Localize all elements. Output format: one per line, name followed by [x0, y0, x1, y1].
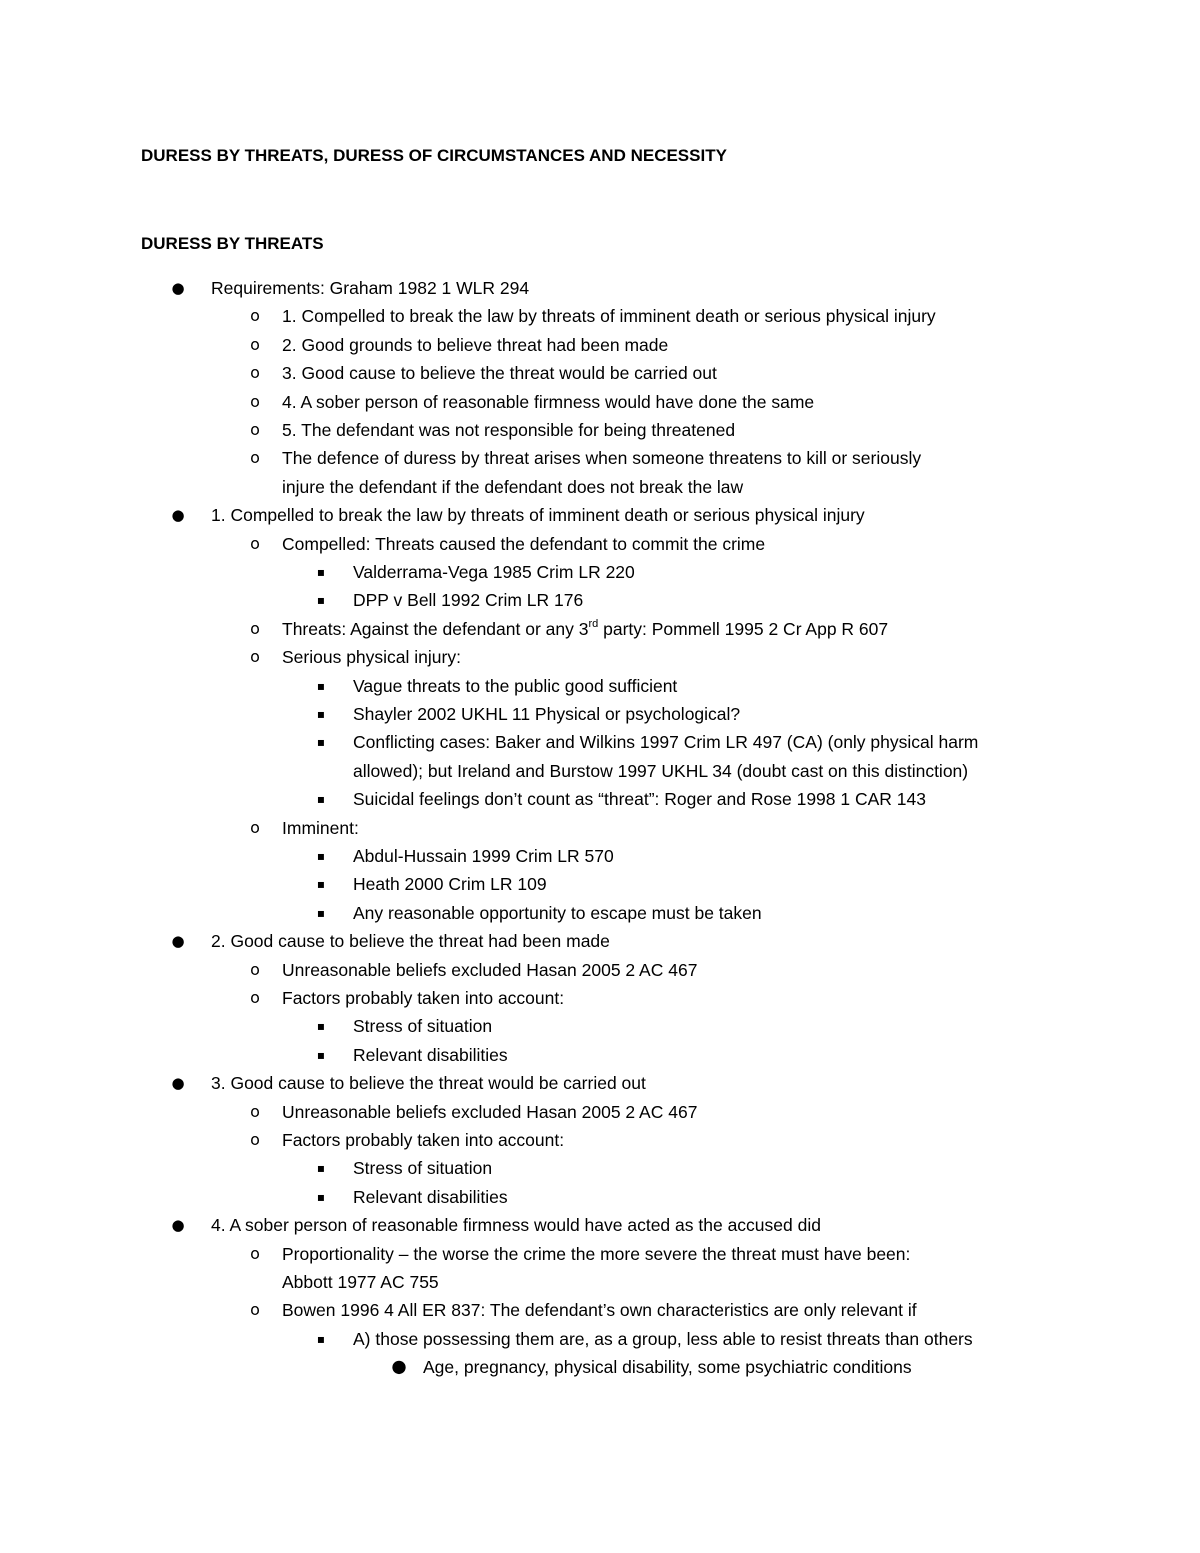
outline-text [353, 1014, 492, 1038]
bullet-marker: ▪ [316, 565, 326, 579]
outline-text [282, 958, 697, 982]
outline-text-main: Compelled: Threats caused the defendant to commit the crime [282, 533, 766, 554]
document-title: DURESS BY THREATS, DURESS OF CIRCUMSTANCES AND NECESSITY [141, 146, 727, 165]
outline-text-main: Factors probably taken into account: [282, 988, 565, 1008]
bullet-marker: ● [171, 932, 185, 951]
outline-text [211, 276, 529, 300]
bullet-marker: o [250, 533, 260, 553]
outline-text-main: Stress of situation [353, 1016, 493, 1037]
bullet-marker: ● [171, 279, 185, 297]
bullet-marker: o [250, 618, 260, 638]
outline-text [353, 674, 677, 698]
bullet-marker: o [250, 817, 260, 837]
outline-text-main: Bowen 1996 4 All ER 837: The defendant’s own characteristics are only relevant if [282, 1300, 917, 1321]
outline-text-main: Threats: Against the defendant or any 3 [282, 618, 589, 639]
outline-text-main: Age, pregnancy, physical disability, some psychiatric conditions [423, 1357, 912, 1378]
outline-text [353, 588, 583, 612]
outline-text [211, 1071, 646, 1095]
outline-text [282, 390, 814, 414]
bullet-marker: o [250, 334, 260, 354]
outline-text [353, 759, 968, 783]
outline-text-main: Suicidal feelings don’t count as “threat”: Roger and Rose 1998 1 CAR 143 [353, 789, 926, 810]
outline-text [282, 446, 921, 470]
outline-text [282, 1242, 910, 1266]
outline-text [282, 1100, 697, 1124]
outline-text-main: A) those possessing them are, as a group, less able to resist threats than others [353, 1328, 973, 1349]
section-heading: DURESS BY THREATS [141, 234, 324, 253]
outline-text [353, 1327, 973, 1351]
outline-text-main: Vague threats to the public good sufficient [353, 675, 678, 696]
bullet-marker: o [250, 988, 260, 1007]
outline-text [353, 901, 762, 925]
outline-text [353, 560, 635, 584]
outline-text [211, 929, 610, 953]
outline-text-main: Abbott 1977 AC 755 [282, 1272, 439, 1292]
outline-text-main: Stress of situation [353, 1158, 493, 1179]
outline-text-main: injure the defendant if the defendant does not break the law [282, 476, 744, 497]
outline-text [211, 503, 865, 527]
outline-text [353, 702, 740, 726]
outline-text [282, 1128, 564, 1152]
outline-text [282, 475, 743, 499]
bullet-marker: ● [391, 1357, 407, 1378]
outline-text [353, 730, 978, 754]
bullet-marker: o [250, 448, 260, 468]
outline-text-main: 5. The defendant was not responsible for being threatened [282, 420, 736, 440]
outline-text-main: 4. A sober person of reasonable firmness would have done the same [282, 391, 815, 412]
bullet-marker: ● [171, 1216, 185, 1235]
bullet-marker: ▪ [316, 1047, 326, 1062]
outline-text-main: Serious physical injury: [282, 647, 461, 668]
outline-text [282, 617, 888, 641]
outline-text [282, 1298, 917, 1322]
outline-text-main: Unreasonable beliefs excluded Hasan 2005 2 AC 467 [282, 1101, 698, 1122]
bullet-marker: ● [171, 1074, 185, 1093]
outline-text-main: Factors probably taken into account: [282, 1130, 565, 1150]
bullet-marker: ▪ [316, 1161, 326, 1176]
bullet-marker: o [250, 1130, 260, 1149]
outline-text [353, 872, 547, 896]
bullet-marker: o [250, 1300, 260, 1320]
outline-text-main: Relevant disabilities [353, 1044, 508, 1065]
outline-text [353, 844, 614, 868]
bullet-marker: o [250, 420, 260, 439]
outline-text-main: Valderrama-Vega 1985 Crim LR 220 [353, 562, 635, 582]
outline-text [353, 1185, 508, 1209]
outline-text [282, 304, 936, 328]
outline-text-main: Shayler 2002 UKHL 11 Physical or psychological? [353, 704, 741, 724]
outline-text [282, 361, 717, 385]
bullet-marker: ▪ [316, 1331, 326, 1346]
outline-text [282, 816, 359, 840]
outline-text-main: 2. Good grounds to believe threat had been made [282, 334, 669, 355]
outline-text-main: Imminent: [282, 817, 359, 838]
outline-text-main: allowed); but Ireland and Burstow 1997 UKHL 34 (doubt cast on this distinction) [353, 760, 969, 781]
bullet-marker: o [250, 1101, 260, 1121]
outline-text [211, 1213, 821, 1237]
outline-text [423, 1355, 912, 1379]
outline-text-main: Abdul-Hussain 1999 Crim LR 570 [353, 846, 614, 866]
outline-text [353, 1156, 492, 1180]
bullet-marker: ▪ [316, 877, 326, 892]
outline-text [282, 532, 765, 556]
outline-text [353, 787, 926, 811]
bullet-marker: ▪ [316, 792, 326, 807]
bullet-marker: ● [171, 506, 185, 525]
bullet-marker: o [250, 391, 260, 411]
outline-text-main: 3. Good cause to believe the threat would be carried out [282, 363, 717, 384]
outline-text-after: party: Pommell 1995 2 Cr App R 607 [598, 618, 889, 639]
outline-text-main: DPP v Bell 1992 Crim LR 176 [353, 590, 584, 611]
outline-text-main: 1. Compelled to break the law by threats of imminent death or serious physical injury [211, 505, 865, 526]
bullet-marker: ▪ [316, 707, 326, 721]
outline-text-main: 3. Good cause to believe the threat would be carried out [211, 1073, 646, 1094]
outline-text [353, 1043, 508, 1067]
outline-text [282, 1270, 439, 1294]
bullet-marker: o [250, 647, 260, 667]
outline-text-main: Requirements: Graham 1982 1 WLR 294 [211, 278, 530, 298]
bullet-marker: ▪ [316, 905, 326, 920]
bullet-marker: o [250, 363, 260, 383]
bullet-marker: o [250, 959, 260, 979]
outline-text-main: Conflicting cases: Baker and Wilkins 1997 Crim LR 497 (CA) (only physical harm [353, 732, 979, 753]
outline-text-main: Relevant disabilities [353, 1186, 508, 1207]
bullet-marker: ▪ [316, 1189, 326, 1204]
bullet-marker: ▪ [316, 1019, 326, 1034]
superscript: rd [588, 617, 599, 630]
bullet-marker: ▪ [316, 849, 326, 863]
bullet-marker: ▪ [316, 678, 326, 693]
outline-text-main: Heath 2000 Crim LR 109 [353, 874, 547, 895]
outline-text-main: The defence of duress by threat arises when someone threatens to kill or seriously [282, 448, 922, 469]
outline-text [282, 645, 461, 669]
outline-text [282, 986, 564, 1010]
outline-text [282, 418, 735, 442]
outline-text-main: Unreasonable beliefs excluded Hasan 2005 2 AC 467 [282, 959, 698, 980]
outline-text-main: 4. A sober person of reasonable firmness would have acted as the accused did [211, 1215, 821, 1236]
outline-text-main: Proportionality – the worse the crime the more severe the threat must have been: [282, 1243, 911, 1264]
bullet-marker: o [250, 306, 260, 326]
bullet-marker: ▪ [316, 735, 326, 750]
bullet-marker: ▪ [316, 593, 326, 608]
outline-text-main: 2. Good cause to believe the threat had been made [211, 931, 610, 952]
outline-text-main: Any reasonable opportunity to escape must be taken [353, 902, 762, 923]
outline-text-main: 1. Compelled to break the law by threats of imminent death or serious physical injury [282, 306, 936, 327]
bullet-marker: o [250, 1243, 260, 1263]
outline-text [282, 333, 668, 357]
